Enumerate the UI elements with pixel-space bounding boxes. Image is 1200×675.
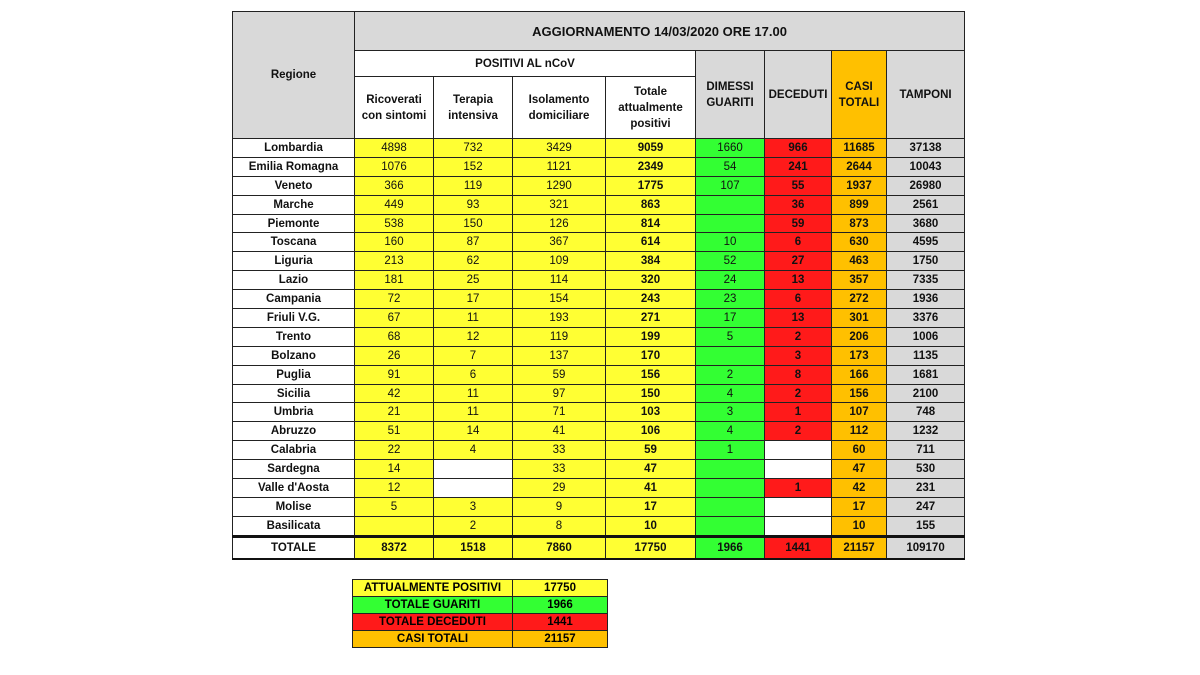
table-row	[233, 290, 965, 309]
cell-terapia: 11	[434, 384, 513, 403]
header-ricoverati: Ricoverati con sintomi	[355, 77, 434, 139]
cell-isolamento: 1290	[513, 176, 606, 195]
cell-casi: 357	[832, 271, 887, 290]
cell-dimessi	[696, 346, 765, 365]
cell-terapia: 4	[434, 441, 513, 460]
cell-tamponi: 1006	[887, 327, 965, 346]
cell-ricoverati: 67	[355, 309, 434, 328]
cell-region: Valle d'Aosta	[233, 479, 355, 498]
cell-ricoverati: 21	[355, 403, 434, 422]
cell-tamponi: 26980	[887, 176, 965, 195]
cell-isolamento: 114	[513, 271, 606, 290]
cell-deceduti	[765, 460, 832, 479]
summary-row-guariti	[353, 597, 608, 614]
cell-deceduti: 966	[765, 139, 832, 158]
cell-isolamento: 29	[513, 479, 606, 498]
table-row	[233, 422, 965, 441]
cell-dimessi: 1660	[696, 139, 765, 158]
cell-isolamento: 59	[513, 365, 606, 384]
header-totale-positivi: Totale attualmente positivi	[606, 77, 696, 139]
header-title: AGGIORNAMENTO 14/03/2020 ORE 17.00	[355, 12, 965, 51]
cell-terapia: 93	[434, 195, 513, 214]
cell-region: Emilia Romagna	[233, 157, 355, 176]
cell-totale-positivi: 320	[606, 271, 696, 290]
cell-terapia: 6	[434, 365, 513, 384]
cell-region: Bolzano	[233, 346, 355, 365]
summary-label: TOTALE DECEDUTI	[353, 614, 513, 631]
cell-region: Basilicata	[233, 516, 355, 536]
cell-ricoverati: 72	[355, 290, 434, 309]
cell-dimessi: 17	[696, 309, 765, 328]
cell-ricoverati: 366	[355, 176, 434, 195]
header-dimessi: DIMESSI GUARITI	[696, 51, 765, 139]
cell-casi: 42	[832, 479, 887, 498]
cell-dimessi	[696, 195, 765, 214]
cell-terapia: 119	[434, 176, 513, 195]
cell-ricoverati: 1076	[355, 157, 434, 176]
cell-region: Veneto	[233, 176, 355, 195]
cell-dimessi: 1	[696, 441, 765, 460]
cell-casi: 166	[832, 365, 887, 384]
cell-terapia	[434, 460, 513, 479]
cell-dimessi: 5	[696, 327, 765, 346]
cell-casi: 899	[832, 195, 887, 214]
cell-terapia: 150	[434, 214, 513, 233]
cell-region: Molise	[233, 497, 355, 516]
cell-casi: 107	[832, 403, 887, 422]
cell-isolamento: 367	[513, 233, 606, 252]
cell-region: Liguria	[233, 252, 355, 271]
cell-deceduti: 3	[765, 346, 832, 365]
cell-casi: 206	[832, 327, 887, 346]
cell-tamponi: 1681	[887, 365, 965, 384]
cell-deceduti: 6	[765, 233, 832, 252]
header-terapia: Terapia intensiva	[434, 77, 513, 139]
cell-dimessi	[696, 479, 765, 498]
cell-totale-positivi: 863	[606, 195, 696, 214]
totals-label: TOTALE	[233, 536, 355, 559]
header-deceduti: DECEDUTI	[765, 51, 832, 139]
table-row	[233, 460, 965, 479]
cell-tamponi: 2561	[887, 195, 965, 214]
header-isolamento: Isolamento domiciliare	[513, 77, 606, 139]
cell-terapia: 11	[434, 403, 513, 422]
cell-terapia: 3	[434, 497, 513, 516]
cell-dimessi	[696, 516, 765, 536]
cell-region: Trento	[233, 327, 355, 346]
cell-isolamento: 33	[513, 441, 606, 460]
table-row	[233, 516, 965, 536]
cell-totale-positivi: 243	[606, 290, 696, 309]
cell-terapia: 732	[434, 139, 513, 158]
cell-deceduti: 2	[765, 384, 832, 403]
cell-totale-positivi: 41	[606, 479, 696, 498]
summary-label: TOTALE GUARITI	[353, 597, 513, 614]
cell-totale-positivi: 9059	[606, 139, 696, 158]
cell-deceduti: 13	[765, 309, 832, 328]
cell-isolamento: 71	[513, 403, 606, 422]
cell-deceduti: 8	[765, 365, 832, 384]
cell-ricoverati: 12	[355, 479, 434, 498]
cell-tamponi: 10043	[887, 157, 965, 176]
cell-tamponi: 37138	[887, 139, 965, 158]
cell-totale-positivi: 199	[606, 327, 696, 346]
summary-row-casi	[353, 631, 608, 648]
cell-isolamento: 8	[513, 516, 606, 536]
cell-dimessi: 10	[696, 233, 765, 252]
cell-deceduti: 13	[765, 271, 832, 290]
cell-isolamento: 1121	[513, 157, 606, 176]
cell-deceduti: 55	[765, 176, 832, 195]
table-row	[233, 195, 965, 214]
cell-dimessi: 107	[696, 176, 765, 195]
cell-isolamento: 193	[513, 309, 606, 328]
cell-isolamento: 97	[513, 384, 606, 403]
cell-tamponi: 3376	[887, 309, 965, 328]
header-tamponi: TAMPONI	[887, 51, 965, 139]
cell-region: Lazio	[233, 271, 355, 290]
cell-totale-positivi: 150	[606, 384, 696, 403]
cell-ricoverati: 42	[355, 384, 434, 403]
cell-dimessi	[696, 214, 765, 233]
totals-deceduti: 1441	[765, 536, 832, 559]
cell-isolamento: 109	[513, 252, 606, 271]
summary-value: 21157	[513, 631, 608, 648]
totals-ricoverati: 8372	[355, 536, 434, 559]
cell-tamponi: 155	[887, 516, 965, 536]
cell-totale-positivi: 10	[606, 516, 696, 536]
cell-ricoverati: 51	[355, 422, 434, 441]
summary-value: 1441	[513, 614, 608, 631]
totals-totale-positivi: 17750	[606, 536, 696, 559]
cell-isolamento: 154	[513, 290, 606, 309]
cell-region: Marche	[233, 195, 355, 214]
table-body	[233, 139, 965, 537]
cell-dimessi: 54	[696, 157, 765, 176]
cell-terapia	[434, 479, 513, 498]
cell-totale-positivi: 271	[606, 309, 696, 328]
cell-dimessi: 52	[696, 252, 765, 271]
cell-dimessi: 4	[696, 384, 765, 403]
table-row	[233, 403, 965, 422]
cell-terapia: 7	[434, 346, 513, 365]
cell-terapia: 14	[434, 422, 513, 441]
totals-terapia: 1518	[434, 536, 513, 559]
summary-table	[352, 579, 608, 648]
summary-label: CASI TOTALI	[353, 631, 513, 648]
header-positivi: POSITIVI AL nCoV	[355, 51, 696, 77]
cell-ricoverati: 538	[355, 214, 434, 233]
cell-terapia: 62	[434, 252, 513, 271]
cell-ricoverati: 22	[355, 441, 434, 460]
summary-label: ATTUALMENTE POSITIVI	[353, 580, 513, 597]
table-row	[233, 346, 965, 365]
header-regione: Regione	[233, 12, 355, 139]
cell-terapia: 11	[434, 309, 513, 328]
table-row	[233, 327, 965, 346]
cell-tamponi: 748	[887, 403, 965, 422]
summary-row-positivi	[353, 580, 608, 597]
cell-deceduti: 1	[765, 403, 832, 422]
cell-deceduti: 59	[765, 214, 832, 233]
table-row	[233, 384, 965, 403]
cell-totale-positivi: 1775	[606, 176, 696, 195]
covid-data-table	[232, 11, 965, 560]
table-row	[233, 479, 965, 498]
cell-ricoverati: 14	[355, 460, 434, 479]
table-row	[233, 441, 965, 460]
cell-isolamento: 321	[513, 195, 606, 214]
cell-region: Umbria	[233, 403, 355, 422]
cell-totale-positivi: 17	[606, 497, 696, 516]
cell-region: Calabria	[233, 441, 355, 460]
cell-terapia: 12	[434, 327, 513, 346]
cell-ricoverati: 4898	[355, 139, 434, 158]
cell-casi: 272	[832, 290, 887, 309]
cell-tamponi: 4595	[887, 233, 965, 252]
cell-deceduti: 6	[765, 290, 832, 309]
cell-ricoverati: 181	[355, 271, 434, 290]
cell-region: Lombardia	[233, 139, 355, 158]
cell-region: Abruzzo	[233, 422, 355, 441]
cell-dimessi: 23	[696, 290, 765, 309]
totals-casi: 21157	[832, 536, 887, 559]
cell-totale-positivi: 814	[606, 214, 696, 233]
table-row	[233, 365, 965, 384]
summary-value: 17750	[513, 580, 608, 597]
cell-totale-positivi: 384	[606, 252, 696, 271]
cell-casi: 2644	[832, 157, 887, 176]
totals-tamponi: 109170	[887, 536, 965, 559]
cell-deceduti	[765, 497, 832, 516]
cell-totale-positivi: 614	[606, 233, 696, 252]
cell-dimessi: 4	[696, 422, 765, 441]
cell-region: Friuli V.G.	[233, 309, 355, 328]
cell-dimessi	[696, 497, 765, 516]
cell-deceduti: 27	[765, 252, 832, 271]
table-row	[233, 497, 965, 516]
cell-deceduti: 2	[765, 422, 832, 441]
cell-dimessi: 2	[696, 365, 765, 384]
cell-ricoverati: 26	[355, 346, 434, 365]
cell-casi: 873	[832, 214, 887, 233]
table-row	[233, 139, 965, 158]
cell-deceduti	[765, 441, 832, 460]
cell-isolamento: 3429	[513, 139, 606, 158]
header-casi-totali: CASI TOTALI	[832, 51, 887, 139]
cell-tamponi: 1936	[887, 290, 965, 309]
table-row	[233, 271, 965, 290]
totals-row	[233, 536, 965, 559]
cell-isolamento: 126	[513, 214, 606, 233]
cell-ricoverati: 160	[355, 233, 434, 252]
cell-region: Piemonte	[233, 214, 355, 233]
cell-dimessi: 24	[696, 271, 765, 290]
cell-isolamento: 41	[513, 422, 606, 441]
cell-isolamento: 137	[513, 346, 606, 365]
cell-region: Toscana	[233, 233, 355, 252]
cell-isolamento: 9	[513, 497, 606, 516]
cell-tamponi: 247	[887, 497, 965, 516]
cell-totale-positivi: 156	[606, 365, 696, 384]
cell-totale-positivi: 103	[606, 403, 696, 422]
summary-value: 1966	[513, 597, 608, 614]
table-row	[233, 309, 965, 328]
cell-casi: 10	[832, 516, 887, 536]
cell-ricoverati	[355, 516, 434, 536]
cell-dimessi: 3	[696, 403, 765, 422]
cell-totale-positivi: 170	[606, 346, 696, 365]
totals-dimessi: 1966	[696, 536, 765, 559]
cell-ricoverati: 213	[355, 252, 434, 271]
cell-deceduti: 36	[765, 195, 832, 214]
cell-casi: 112	[832, 422, 887, 441]
table-row	[233, 252, 965, 271]
table-row	[233, 157, 965, 176]
cell-casi: 301	[832, 309, 887, 328]
cell-tamponi: 7335	[887, 271, 965, 290]
cell-tamponi: 530	[887, 460, 965, 479]
cell-casi: 11685	[832, 139, 887, 158]
cell-tamponi: 711	[887, 441, 965, 460]
cell-tamponi: 1232	[887, 422, 965, 441]
cell-casi: 60	[832, 441, 887, 460]
cell-terapia: 2	[434, 516, 513, 536]
cell-totale-positivi: 106	[606, 422, 696, 441]
cell-isolamento: 119	[513, 327, 606, 346]
cell-deceduti: 2	[765, 327, 832, 346]
cell-deceduti: 241	[765, 157, 832, 176]
cell-deceduti: 1	[765, 479, 832, 498]
cell-terapia: 25	[434, 271, 513, 290]
cell-ricoverati: 5	[355, 497, 434, 516]
cell-casi: 463	[832, 252, 887, 271]
cell-dimessi	[696, 460, 765, 479]
cell-totale-positivi: 59	[606, 441, 696, 460]
table-row	[233, 214, 965, 233]
cell-casi: 630	[832, 233, 887, 252]
cell-region: Campania	[233, 290, 355, 309]
cell-casi: 156	[832, 384, 887, 403]
cell-isolamento: 33	[513, 460, 606, 479]
cell-tamponi: 3680	[887, 214, 965, 233]
cell-casi: 47	[832, 460, 887, 479]
cell-tamponi: 1750	[887, 252, 965, 271]
cell-casi: 17	[832, 497, 887, 516]
cell-region: Sicilia	[233, 384, 355, 403]
summary-row-deceduti	[353, 614, 608, 631]
cell-ricoverati: 68	[355, 327, 434, 346]
cell-tamponi: 231	[887, 479, 965, 498]
table-row	[233, 233, 965, 252]
cell-deceduti	[765, 516, 832, 536]
cell-terapia: 87	[434, 233, 513, 252]
cell-terapia: 152	[434, 157, 513, 176]
cell-totale-positivi: 2349	[606, 157, 696, 176]
cell-terapia: 17	[434, 290, 513, 309]
cell-region: Sardegna	[233, 460, 355, 479]
cell-ricoverati: 449	[355, 195, 434, 214]
cell-tamponi: 1135	[887, 346, 965, 365]
cell-casi: 173	[832, 346, 887, 365]
cell-ricoverati: 91	[355, 365, 434, 384]
table-row	[233, 176, 965, 195]
cell-totale-positivi: 47	[606, 460, 696, 479]
cell-casi: 1937	[832, 176, 887, 195]
cell-region: Puglia	[233, 365, 355, 384]
cell-tamponi: 2100	[887, 384, 965, 403]
totals-isolamento: 7860	[513, 536, 606, 559]
